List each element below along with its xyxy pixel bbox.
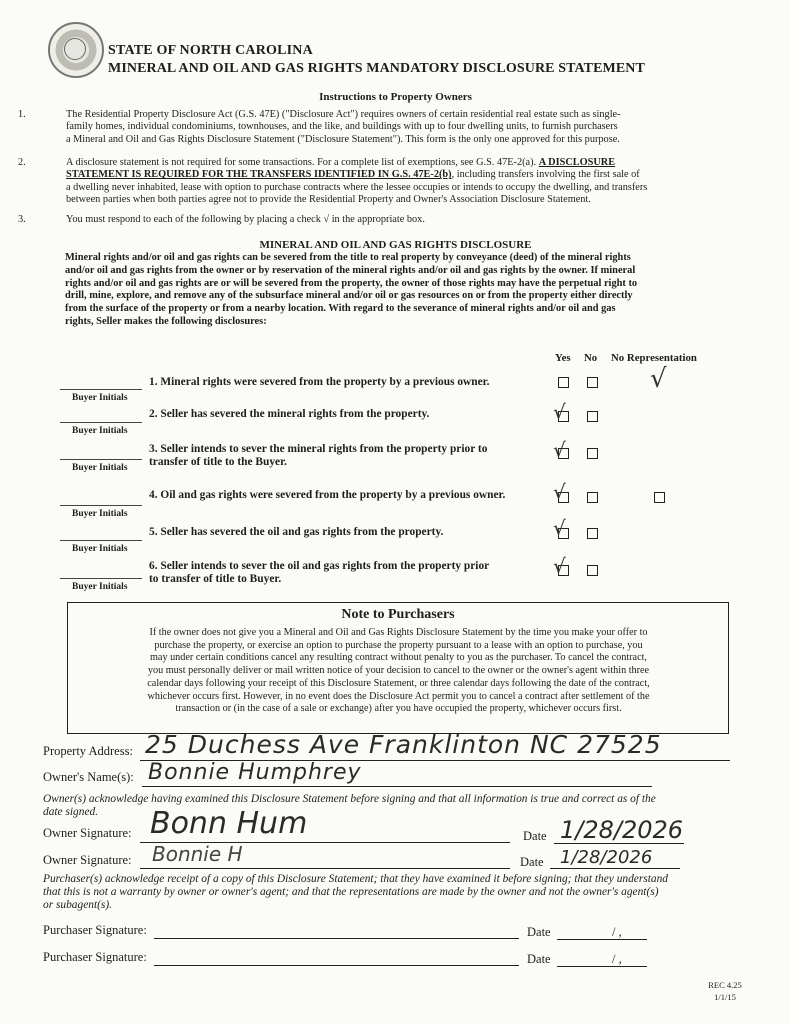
owner-signature-line: [140, 868, 510, 869]
note-title: Note to Purchasers: [341, 607, 455, 622]
question-2: 2. Seller has severed the mineral rights from the property.: [149, 408, 430, 420]
owner-date-1[interactable]: 1/28/2026: [560, 816, 684, 844]
q3-checkmark: √: [553, 438, 566, 462]
instruction-3: You must respond to each of the following by placing a check √ in the appropriate box.: [66, 214, 425, 225]
q6-checkmark: √: [553, 554, 566, 578]
instruction-1-number: 1.: [18, 109, 26, 120]
purchaser-signature-label: Purchaser Signature:: [43, 923, 147, 937]
instruction-1-line: a Mineral and Oil and Gas Rights Disclosure Statement ("Disclosure Statement"). This form is the only one approved for this purpose.: [66, 133, 620, 145]
instruction-2-line: between parties when both parties agree not to provide the Residential Property and Owner's Association Disclosure Statement.: [66, 193, 591, 205]
buyer-initials-field[interactable]: Buyer Initials: [60, 441, 142, 460]
note-to-purchasers-box: [67, 602, 729, 734]
purchaser-date-field[interactable]: [557, 966, 647, 967]
col-no-header: No: [584, 352, 598, 364]
owner-acknowledgment: Owner(s) acknowledge having examined this Disclosure Statement before signing and that all information is true and correct as of the date signed.: [43, 793, 656, 818]
disclosure-heading: MINERAL AND OIL AND GAS RIGHTS DISCLOSURE: [259, 239, 532, 251]
q2-no-checkbox[interactable]: [587, 411, 598, 422]
form-state: STATE OF NORTH CAROLINA: [108, 43, 313, 58]
q5-no-checkbox[interactable]: [587, 528, 598, 539]
property-address-field[interactable]: 25 Duchess Ave Franklinton NC 27525: [145, 730, 662, 759]
purchaser-acknowledgment: Purchaser(s) acknowledge receipt of a copy of this Disclosure Statement; that they have examined it before signing; that they understand that this is not a warranty by owner or owner's agent; and that the representations are made by the owner and not the owner's agent(s) or subagent(s).: [43, 873, 668, 911]
instruction-1-line: family homes, individual condominiums, townhouses, and the like, and buildings with up to four dwelling units, to furnish purchasers: [66, 121, 618, 133]
owners-name-field[interactable]: Bonnie Humphrey: [148, 760, 362, 785]
purchaser-date-separators: / ,: [612, 952, 622, 966]
q6-no-checkbox[interactable]: [587, 565, 598, 576]
instruction-2-line: a dwelling never inhabited, lease with option to purchase contracts where the lessee occupies or intends to occupy the dwelling, and transfers: [66, 181, 648, 193]
date-line: [550, 868, 680, 869]
q2-checkmark: √: [553, 400, 566, 424]
q3-no-checkbox[interactable]: [587, 448, 598, 459]
instruction-2-number: 2.: [18, 157, 26, 168]
instruction-1-line: The Residential Property Disclosure Act (G.S. 47E) ("Disclosure Act") requires owners of certain residential real estate such as single-: [66, 109, 621, 120]
instruction-3-number: 3.: [18, 214, 26, 225]
purchaser-signature-field[interactable]: [154, 965, 519, 966]
date-label: Date: [527, 925, 551, 939]
question-1: 1. Mineral rights were severed from the property by a previous owner.: [149, 376, 490, 388]
owner-date-2[interactable]: 1/28/2026: [560, 847, 653, 868]
instruction-1: [66, 109, 746, 146]
date-label: Date: [527, 952, 551, 966]
owner-signature-1[interactable]: Bonn Hum: [150, 806, 308, 841]
q4-no-checkbox[interactable]: [587, 492, 598, 503]
date-label: Date: [520, 855, 544, 869]
q1-yes-checkbox[interactable]: [558, 377, 569, 388]
instructions-heading: Instructions to Property Owners: [319, 91, 472, 103]
property-address-label: Property Address:: [43, 744, 133, 758]
col-no-representation-header: No Representation: [611, 352, 697, 364]
q4-no-representation-checkbox[interactable]: [654, 492, 665, 503]
note-body: If the owner does not give you a Mineral and Oil and Gas Rights Disclosure Statement by the time you make your offer to purchase the property, or exercise an option to purchase the property pursuant to a lease with an option to purchase, you may under certain conditions cancel any resulting contract without penalty to you as the purchaser. To cancel the contract, you must personally deliver or mail written notice of your decision to cancel to the owner or the owner's agent within three calendar days following your receipt of this Disclosure Statement, or three calendar days following the date of the contract, whichever occurs first. However, in no event does the Disclosure Act permit you to cancel a contract after settlement of the transaction or (in the case of a sale or exchange) after you have occupied the property, whichever occurs first.: [147, 627, 650, 715]
form-code: REC 4.25: [708, 980, 742, 990]
purchaser-signature-field[interactable]: [154, 938, 519, 939]
instruction-2: A disclosure statement is not required for some transactions. For a complete list of exemptions, see G.S. 47E-2(a). A DISCLOSURE STATEMENT IS REQUIRED FOR THE TRANSFERS IDENTIFIED IN G.S. 47E-2(b), including transfers involving the first sale of a dwelling never inhabited, lease with option to purchase contracts where the lessee occupies or intends to occupy the dwelling, and transfers between parties when both parties agree not to provide the Residential Property and Owner's Association Disclosure Statement.: [66, 157, 751, 206]
buyer-initials-field[interactable]: Buyer Initials: [60, 487, 142, 506]
buyer-initials-field[interactable]: Buyer Initials: [60, 371, 142, 390]
question-6: 6. Seller intends to sever the oil and gas rights from the property prior to transfer of title to Buyer.: [149, 560, 490, 585]
form-revision-date: 1/1/15: [714, 992, 736, 1002]
owner-signature-2[interactable]: Bonnie H: [152, 842, 243, 866]
form-title: MINERAL AND OIL AND GAS RIGHTS MANDATORY DISCLOSURE STATEMENT: [108, 61, 645, 76]
buyer-initials-field[interactable]: Buyer Initials: [60, 522, 142, 541]
buyer-initials-field[interactable]: Buyer Initials: [60, 560, 142, 579]
question-4: 4. Oil and gas rights were severed from the property by a previous owner.: [149, 489, 506, 501]
col-yes-header: Yes: [555, 352, 571, 364]
buyer-initials-field[interactable]: Buyer Initials: [60, 404, 142, 423]
q1-checkmark: √: [650, 364, 667, 394]
q4-checkmark: √: [553, 480, 566, 504]
owners-name-line: [142, 786, 652, 787]
question-3: 3. Seller intends to sever the mineral rights from the property prior to transfer of title to the Buyer.: [149, 443, 488, 468]
date-label: Date: [523, 829, 547, 843]
owners-name-label: Owner's Name(s):: [43, 770, 134, 784]
owner-signature-label: Owner Signature:: [43, 826, 132, 840]
nc-state-seal: [48, 22, 104, 78]
q5-checkmark: √: [553, 516, 566, 540]
question-5: 5. Seller has severed the oil and gas rights from the property.: [149, 526, 444, 538]
disclosure-paragraph: Mineral rights and/or oil and gas rights can be severed from the title to real property by conveyance (deed) of the mineral rights and/or oil and gas rights from the owner or by reservation of the mineral rights and/or oil and gas rights by the owner. If mineral rights and/or oil and gas rights are or will be severed from the property, the owner of those rights may have the perpetual right to drill, mine, explore, and remove any of the subsurface mineral and/or oil or gas resources on or from the property either directly from the surface of the property or from a nearby location. With regard to the severance of mineral rights and/or oil and gas rights, Seller makes the following disclosures:: [65, 252, 638, 327]
owner-signature-label: Owner Signature:: [43, 853, 132, 867]
purchaser-date-field[interactable]: [557, 939, 647, 940]
purchaser-signature-label: Purchaser Signature:: [43, 950, 147, 964]
q1-no-checkbox[interactable]: [587, 377, 598, 388]
purchaser-date-separators: / ,: [612, 925, 622, 939]
